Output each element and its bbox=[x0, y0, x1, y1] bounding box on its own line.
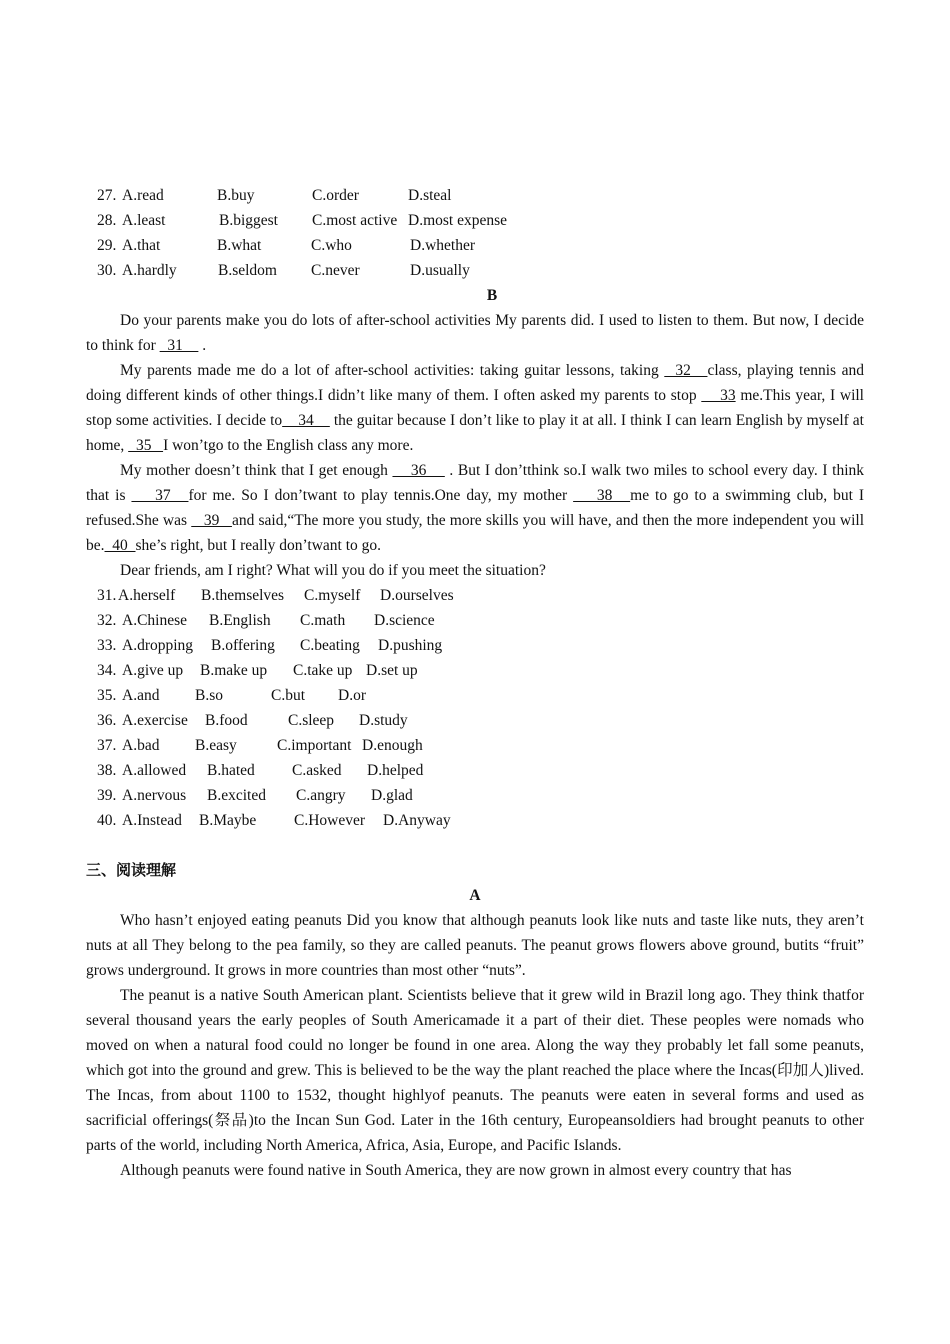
question-number: 35. bbox=[97, 687, 117, 704]
section-title-reading: 三、阅读理解 bbox=[86, 861, 177, 879]
option-c: C.who bbox=[311, 237, 352, 254]
option-a: A.least bbox=[122, 212, 166, 229]
question-number: 37. bbox=[97, 737, 117, 754]
blank-33: 33 bbox=[701, 387, 736, 404]
option-c: C.myself bbox=[304, 587, 361, 604]
blank-31: 31 bbox=[159, 337, 199, 354]
option-c: C.take up bbox=[293, 662, 353, 679]
question-number: 32. bbox=[97, 612, 117, 629]
option-b: B.seldom bbox=[218, 262, 277, 279]
question-number: 39. bbox=[97, 787, 117, 804]
option-a: A.that bbox=[122, 237, 161, 254]
option-row-35 bbox=[86, 683, 864, 708]
option-d: D.science bbox=[374, 612, 435, 629]
option-c: C.However bbox=[294, 812, 366, 829]
reading-heading-a: A bbox=[469, 887, 481, 904]
option-c: C.important bbox=[277, 737, 352, 754]
option-a: A.give up bbox=[122, 662, 184, 679]
question-number: 40. bbox=[97, 812, 117, 829]
cloze-b-paragraph-4: Dear friends, am I right? What will you do if you meet the situation? bbox=[120, 562, 546, 579]
question-number: 27. bbox=[97, 187, 117, 204]
option-d: D.or bbox=[338, 687, 366, 704]
blank-36: 36 bbox=[392, 462, 445, 479]
option-b: B.themselves bbox=[201, 587, 285, 604]
blank-32: 32 bbox=[664, 362, 708, 379]
option-d: D.ourselves bbox=[380, 587, 454, 604]
cloze-b-options bbox=[86, 583, 864, 833]
option-c: C.never bbox=[311, 262, 360, 279]
question-number: 28. bbox=[97, 212, 117, 229]
option-d: D.set up bbox=[366, 662, 418, 679]
option-a: A.allowed bbox=[122, 762, 187, 779]
question-number: 36. bbox=[97, 712, 117, 729]
blank-40: 40 bbox=[104, 537, 136, 554]
option-b: B.Maybe bbox=[199, 812, 257, 829]
option-d: D.most expense bbox=[408, 212, 508, 229]
option-c: C.beating bbox=[300, 637, 360, 654]
option-c: C.sleep bbox=[288, 712, 335, 729]
option-a: A.nervous bbox=[122, 787, 187, 804]
option-row-34 bbox=[86, 658, 864, 683]
option-c: C.asked bbox=[292, 762, 342, 779]
option-c: C.but bbox=[271, 687, 306, 704]
option-a: A.dropping bbox=[122, 637, 194, 654]
reading-paragraph-1: Who hasn’t enjoyed eating peanuts Did you know that although peanuts look like nuts and taste like nuts, they aren’t nuts at all They belong to the pea family, so they are called peanuts. The peanut grows flowers above ground, butits “fruit” grows underground. It grows in more countries than most other “nuts”. bbox=[86, 912, 864, 979]
question-number: 34. bbox=[97, 662, 117, 679]
option-a: A.exercise bbox=[122, 712, 188, 729]
option-row-33 bbox=[86, 633, 864, 658]
cloze-b-paragraph-1: Do your parents make you do lots of after-school activities My parents did. I used to listen to them. But now, I decide to think for 31 . bbox=[86, 312, 864, 354]
option-row-37 bbox=[86, 733, 864, 758]
option-a: A.Chinese bbox=[122, 612, 188, 629]
question-number: 38. bbox=[97, 762, 117, 779]
option-a: A.Instead bbox=[122, 812, 182, 829]
option-row-38 bbox=[86, 758, 864, 783]
blank-38: 38 bbox=[573, 487, 631, 504]
option-a: A.herself bbox=[118, 587, 176, 604]
option-row-32 bbox=[86, 608, 864, 633]
section-heading-b: B bbox=[486, 287, 498, 304]
option-row-29 bbox=[86, 233, 864, 258]
option-row-31 bbox=[86, 583, 864, 608]
option-b: B.excited bbox=[207, 787, 266, 804]
option-b: B.offering bbox=[211, 637, 275, 654]
option-row-27 bbox=[86, 183, 864, 208]
option-b: B.what bbox=[217, 237, 262, 254]
question-number: 31. bbox=[97, 587, 117, 604]
option-a: A.bad bbox=[122, 737, 160, 754]
option-b: B.easy bbox=[195, 737, 237, 754]
option-row-36 bbox=[86, 708, 864, 733]
option-row-39 bbox=[86, 783, 864, 808]
option-row-40 bbox=[86, 808, 864, 833]
option-b: B.food bbox=[205, 712, 248, 729]
blank-39: 39 bbox=[191, 512, 232, 529]
option-d: D.usually bbox=[410, 262, 470, 279]
option-d: D.pushing bbox=[378, 637, 443, 654]
question-number: 30. bbox=[97, 262, 117, 279]
option-c: C.angry bbox=[296, 787, 346, 804]
option-b: B.English bbox=[209, 612, 271, 629]
option-d: D.whether bbox=[410, 237, 475, 254]
blank-37: 37 bbox=[131, 487, 189, 504]
document-page bbox=[86, 183, 864, 1183]
option-d: D.glad bbox=[371, 787, 413, 804]
option-row-30 bbox=[86, 258, 864, 283]
option-b: B.make up bbox=[200, 662, 268, 679]
option-b: B.so bbox=[195, 687, 223, 704]
option-b: B.hated bbox=[207, 762, 255, 779]
question-number: 29. bbox=[97, 237, 117, 254]
option-d: D.study bbox=[359, 712, 408, 729]
cloze-a-options bbox=[86, 183, 864, 283]
option-c: C.order bbox=[312, 187, 359, 204]
blank-34: 34 bbox=[282, 412, 330, 429]
option-d: D.helped bbox=[367, 762, 424, 779]
cloze-b-paragraph-2: My parents made me do a lot of after-school activities: taking guitar lessons, taking 32 class, playing tennis and doing different kinds of other things.I didn’t like many of them. I often asked my parents to stop 33 me.This year, I will stop some activities. I decide to 34 the guitar because I don’t like to play it at all. I think I can learn English by myself at home, 35 I won’tgo to the English class any more. bbox=[86, 362, 865, 454]
spacer bbox=[86, 833, 864, 858]
cloze-b-paragraph-3: My mother doesn’t think that I get enough 36 . But I don’tthink so.I walk two miles to school every day. I think that is 37 for me. So I don’twant to play tennis.One day, my mother 38 me to go to a swimming club, but I refused.She was 39 and said,“The more you study, the more skills you will have, and then the more independent you will be. 40 she’s right, but I really don’twant to go. bbox=[86, 462, 865, 554]
option-a: A.hardly bbox=[122, 262, 177, 279]
reading-paragraph-3: Although peanuts were found native in South America, they are now grown in almost every country that has bbox=[120, 1162, 792, 1179]
option-a: A.and bbox=[122, 687, 160, 704]
option-a: A.read bbox=[122, 187, 164, 204]
option-d: D.enough bbox=[362, 737, 423, 754]
option-d: D.steal bbox=[408, 187, 452, 204]
option-d: D.Anyway bbox=[383, 812, 451, 829]
blank-35: 35 bbox=[128, 437, 164, 454]
option-c: C.math bbox=[300, 612, 346, 629]
option-row-28 bbox=[86, 208, 864, 233]
question-number: 33. bbox=[97, 637, 117, 654]
option-b: B.biggest bbox=[219, 212, 278, 229]
option-b: B.buy bbox=[217, 187, 255, 204]
reading-paragraph-2: The peanut is a native South American plant. Scientists believe that it grew wild in Brazil long ago. They think thatfor several thousand years the early peoples of South Americamade it a part of their diet. These peoples were nomads who moved on when a natural food could no longer be found in one area. Along the way they probably let fall some peanuts, which got into the ground and grew. This is believed to be the way the plant reached the place where the Incas(印加人)lived. The Incas, from about 1100 to 1532, thought highlyof peanuts. The peanuts were eaten in several forms and used as sacrificial offerings(祭品)to the Incan Sun God. Later in the 16th century, Europeansoldiers had brought peanuts to other parts of the world, including North America, Africa, Asia, Europe, and Pacific Islands. bbox=[86, 987, 864, 1154]
option-c: C.most active bbox=[312, 212, 398, 229]
